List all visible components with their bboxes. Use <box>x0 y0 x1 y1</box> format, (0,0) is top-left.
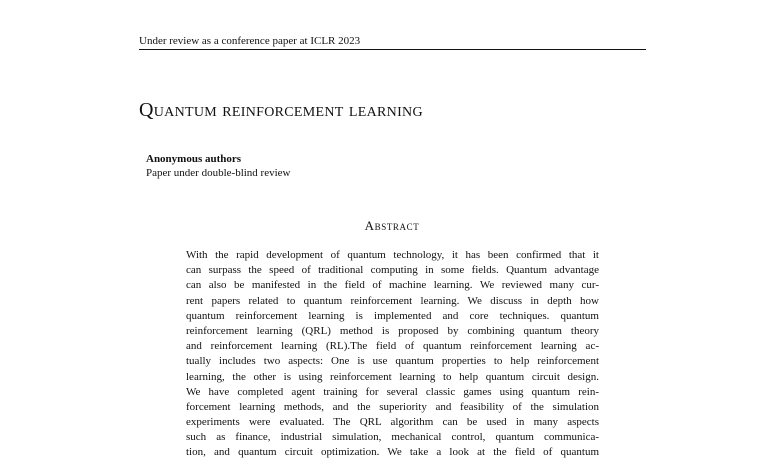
abstract-line: can surpass the speed of traditional computing in some fields. Quantum advantage <box>186 264 599 277</box>
abstract-line: and reinforcement learning (RL).The field of quantum reinforcement learning ac- <box>186 340 599 353</box>
abstract-body <box>186 248 599 461</box>
abstract-line: experiments were evaluated. The QRL algorithm can be used in many aspects <box>186 416 599 429</box>
abstract-line: We have completed agent training for several classic games using quantum rein- <box>186 385 599 398</box>
abstract-line: With the rapid development of quantum technology, it has been confirmed that it <box>186 249 599 261</box>
abstract-line: can also be manifested in the field of machine learning. We reviewed many cur- <box>186 279 599 292</box>
header-rule <box>139 49 646 50</box>
author-affiliation: Paper under double-blind review <box>146 167 291 179</box>
abstract-line: tion, and quantum circuit optimization. We take a look at the field of quantum <box>186 446 599 459</box>
abstract-line: rent papers related to quantum reinforcement learning. We discuss in depth how <box>186 294 599 307</box>
abstract-line: tually includes two aspects: One is use quantum properties to help reinforcement <box>186 355 599 368</box>
abstract-line: quantum reinforcement learning is implemented and core techniques. quantum <box>186 309 599 322</box>
abstract-line: learning, the other is using reinforcement learning to help quantum circuit design. <box>186 370 599 383</box>
author-names: Anonymous authors <box>146 153 242 165</box>
abstract-line: such as finance, industrial simulation, mechanical control, quantum communica- <box>186 431 599 444</box>
abstract-heading: Abstract <box>364 218 420 233</box>
abstract-line: forcement learning methods, and the superiority and feasibility of the simulation <box>186 400 599 413</box>
abstract-line: reinforcement learning (QRL) method is proposed by combining quantum theory <box>186 324 599 337</box>
running-header: Under review as a conference paper at ICLR 2023 <box>139 35 361 47</box>
paper-title: Quantum reinforcement learning <box>139 99 423 121</box>
